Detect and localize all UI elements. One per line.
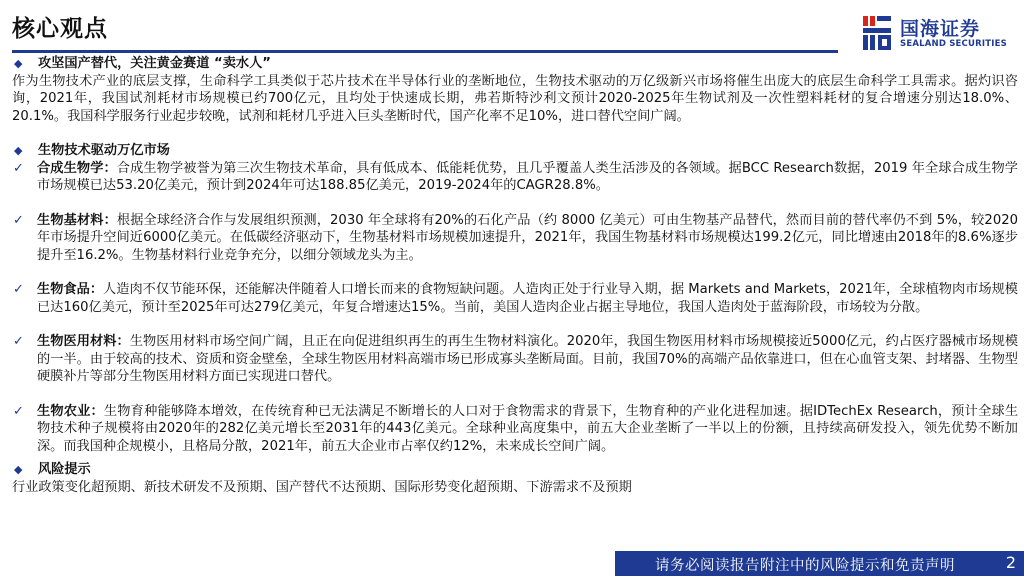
diamond-bullet-icon: ◆ (14, 463, 23, 476)
item-text: 生物育种能够降本增效，在传统育种已无法满足不断增长的人口对于食物需求的背景下，生物育种的产业化进程加速。据IDTechEx Research，预计全球生物技术种子规模将由2020年的282亿美元增长至2031年的443亿美元。全球种业高度集中，前五大企业垄断了一半以上的份额，且持续高研发投入，领先优势不断加深。而我国种企规模小，且格局分散，2021年，前五大企业市占率仅约12%，未来成长空间广阔。 (37, 403, 1019, 454)
company-logo (860, 14, 1010, 56)
item-text: 人造肉不仅节能环保，还能解决伴随着人口增长而来的食物短缺问题。人造肉正处于行业导入期，据 Markets and Markets，2021年，全球植物肉市场规模已达160亿美元，预计至2025年可达279亿美元，年复合增速达15%。当前，美国人造肉企业占据主导地位，我国人造肉处于蓝海阶段，市场较为分散。 (37, 282, 1018, 315)
section-paragraph: 作为生物技术产业的底层支撑，生命科学工具类似于芯片技术在半导体行业的垄断地位，生物技术驱动的万亿级新兴市场将催生出庞大的底层生命科学工具需求。据灼识咨询，2021年，我国试剂耗材市场规模已约700亿元，且均处于快速成长期，弗若斯特沙利文预计2020-2025年生物试剂及一次性塑料耗材的复合增速分别达18.0%、20.1%。我国科学服务行业起步较晚，试剂和耗材几乎进入巨头垄断时代，国产化率不足10%，进口替代空间广阔。 (12, 73, 1018, 124)
logo-english-name: SEALAND SECURITIES (900, 39, 1007, 49)
item-text: 合成生物学被誉为第三次生物技术革命，具有低成本、低能耗优势，且几乎覆盖人类生活涉及的各领域。据BCC Research数据，2019 年全球合成生物学市场规模已达53.20亿美元，预计到2024年可达188.85亿美元，2019-2024年的CAGR28.8%。 (37, 160, 1018, 193)
section-heading-biotech-market (12, 142, 1018, 160)
list-item-body (37, 212, 1018, 265)
list-item-body (37, 281, 1018, 316)
list-item-body (37, 333, 1018, 386)
spacer (12, 316, 1018, 333)
spacer (12, 264, 1018, 281)
section-heading-text: 风险提示 (38, 462, 91, 477)
diamond-bullet-icon: ◆ (14, 57, 23, 70)
diamond-bullet-icon: ◆ (14, 144, 23, 157)
list-item-bio-agriculture (12, 403, 1018, 456)
item-text: 生物医用材料市场空间广阔，且正在向促进组织再生的再生生物材料演化。2020年，我国生物医用材料市场规模接近5000亿元，约占医疗器械市场规模的一半。由于较高的技术、资质和资金壁垒，全球生物医用材料高端市场已形成寡头垄断局面。目前，我国70%的高端产品依靠进口，但在心血管支架、封堵器、生物型硬膜补片等部分生物医用材料方面已实现进口替代。 (37, 334, 1019, 384)
section-heading-import-substitution (12, 55, 1018, 73)
spacer (12, 125, 1018, 142)
footer-bar (615, 551, 1024, 576)
main-content (12, 55, 1018, 496)
spacer (12, 386, 1018, 403)
sealand-logo-icon (860, 14, 894, 52)
page-number: 2 (1005, 553, 1016, 572)
spacer (12, 195, 1018, 212)
check-bullet-icon: ✓ (13, 282, 24, 297)
logo-chinese-name: 国海证券 (900, 18, 981, 40)
list-item-synthetic-biology (12, 160, 1018, 195)
check-bullet-icon: ✓ (13, 334, 24, 349)
item-label: 合成生物学： (37, 160, 117, 176)
check-bullet-icon: ✓ (13, 160, 24, 176)
page-title: 核心观点 (12, 16, 108, 42)
section-heading-text: 攻坚国产替代，关注黄金赛道 “卖水人” (38, 56, 271, 71)
item-label: 生物医用材料： (37, 334, 130, 349)
section-heading-text: 生物技术驱动万亿市场 (38, 143, 170, 158)
item-label: 生物基材料： (37, 212, 117, 228)
risk-paragraph: 行业政策变化超预期、新技术研发不及预期、国产替代不达预期、国际形势变化超预期、下游需求不及预期 (12, 479, 632, 495)
check-bullet-icon: ✓ (13, 212, 24, 228)
list-item-biomedical-materials (12, 333, 1018, 386)
list-item-bio-food (12, 281, 1018, 316)
check-bullet-icon: ✓ (13, 403, 24, 419)
title-divider (12, 50, 838, 53)
item-label: 生物食品： (37, 282, 104, 297)
section-heading-risk (12, 461, 1018, 479)
disclaimer-text: 请务必阅读报告附注中的风险提示和免责声明 (655, 558, 955, 574)
item-label: 生物农业： (37, 403, 104, 419)
list-item-body (37, 403, 1018, 456)
item-text: 根据全球经济合作与发展组织预测，2030 年全球将有20%的石化产品（约 8000 亿美元）可由生物基产品替代，然而目前的替代率仍不到 5%，较2020年市场提升空间近6000亿美元。在低碳经济驱动下，生物基材料市场规模加速提升，2021年，我国生物基材料市场规模达199.2亿元，同比增速由2018年的8.6%逐步提升至16.2%。生物基材料行业竞争充分，以细分领域龙头为主。 (37, 212, 1018, 263)
list-item-bio-based-materials (12, 212, 1018, 265)
list-item-body (37, 160, 1018, 195)
